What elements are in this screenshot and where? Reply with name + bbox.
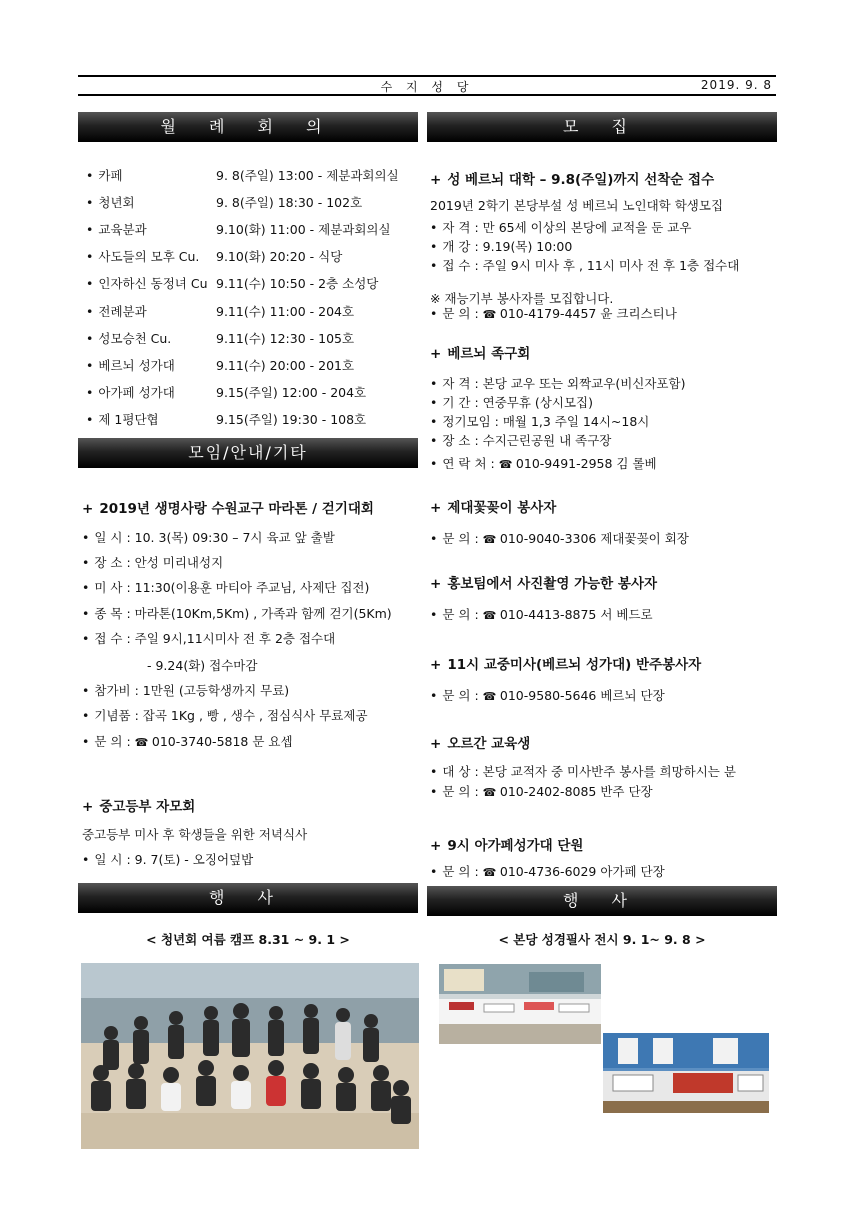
meeting-name: • 베르뇌 성가대 [86,356,175,374]
plus-icon: + [430,838,442,854]
contact-label: 문 의 : [442,531,479,546]
meeting-time: 9.15(주일) 19:30 - 108호 [216,411,367,427]
contact-number: 010-3740-5818 문 요셉 [151,734,293,749]
meeting-time: 9.10(화) 20:20 - 식당 [216,249,343,265]
plus-icon: + [430,657,442,673]
meeting-time: 9.10(화) 11:00 - 제분과회의실 [216,222,391,238]
events-right-title: 행 사 [427,886,777,916]
agape-choir-heading: + 9시 아가페성가대 단원 [430,838,584,854]
organ-student-heading: + 오르간 교육생 [430,736,531,752]
phone-icon: ☎ [482,786,500,799]
marathon-line: • 기념품 : 잡곡 1Kg , 빵 , 생수 , 점심식사 무료제공 [82,706,368,724]
plus-icon: + [82,501,94,517]
meeting-name: • 제 1평단협 [86,410,159,428]
contact-label: 문 의 : [442,784,479,799]
marathon-line: • 장 소 : 안성 미리내성지 [82,553,223,571]
contact-label: 문 의 : [442,607,479,622]
meeting-time: 9.11(수) 12:30 - 105호 [216,330,355,346]
parents-date: • 일 시 : 9. 7(토) - 오징어덮밥 [82,850,253,868]
college-line: • 자 격 : 만 65세 이상의 본당에 교적을 둔 교우 [430,218,691,236]
college-contact [430,304,677,322]
meeting-name: • 청년회 [86,193,135,211]
jokgu-line: • 정기모임 : 매월 1,3 주일 14시~18시 [430,412,649,430]
organ-contact [430,782,653,800]
contact-label: 연 락 처 : [442,456,495,471]
camp-group-photo [81,963,419,1149]
monthly-meetings-title: 월 례 회 의 [78,112,418,142]
phone-icon: ☎ [482,308,500,321]
contact-number: 010-4736-6029 아가페 단장 [499,864,665,879]
accompanist-heading: + 11시 교중미사(베르뇌 성가대) 반주봉사자 [430,657,702,673]
contact-number: 010-9491-2958 김 롤베 [515,456,657,471]
meeting-time: 9.15(주일) 12:00 - 204호 [216,384,367,400]
marathon-line: • 접 수 : 주일 9시,11시미사 전 후 2층 접수대 [82,629,335,647]
exhibit-photo-1 [439,964,601,1044]
parents-heading: + 중고등부 자모회 [82,799,196,815]
contact-number: 010-4179-4457 윤 크리스티나 [499,306,677,321]
meeting-time: 9. 8(주일) 13:00 - 제분과회의실 [216,168,399,183]
marathon-line: • 미 사 : 11:30(이용훈 마티아 주교님, 사제단 집전) [82,578,369,596]
meeting-name: • 성모승천 Cu. [86,329,171,347]
meeting-name: • 전례분과 [86,302,147,320]
meeting-time: 9.11(수) 10:50 - 2층 소성당 [216,276,379,292]
jokgu-line: • 장 소 : 수지근린공원 내 족구장 [430,431,611,449]
altar-flower-heading: + 제대꽃꽂이 봉사자 [430,500,557,516]
meeting-name: • 교육분과 [86,220,147,238]
jokgu-heading: + 베르뇌 족구회 [430,346,531,362]
plus-icon: + [430,172,442,188]
jokgu-line: • 기 간 : 연중무휴 (상시모집) [430,393,593,411]
meeting-name: • 카페 [86,166,123,184]
marathon-contact [82,732,293,750]
parish-name: 수 지 성 당 [380,80,474,94]
marathon-line: • 참가비 : 1만원 (고등학생까지 무료) [82,681,289,699]
college-note: ※ 재능기부 봉사자를 모집합니다. [430,291,614,306]
plus-icon: + [82,799,94,815]
plus-icon: + [430,576,442,592]
bulletin-date: 2019. 9. 8 [700,78,772,92]
meeting-name: • 아가페 성가대 [86,383,175,401]
phone-icon: ☎ [134,736,152,749]
contact-number: 010-4413-8875 서 베드로 [499,607,653,622]
plus-icon: + [430,346,442,362]
top-rule [78,75,776,77]
meeting-name: • 사도들의 모후 Cu. [86,247,199,265]
contact-label: 문 의 : [442,688,479,703]
meeting-time: 9. 8(주일) 18:30 - 102호 [216,195,363,211]
contact-number: 010-9580-5646 베르뇌 단장 [499,688,665,703]
marathon-line: • 일 시 : 10. 3(목) 09:30 – 7시 육교 앞 출발 [82,528,335,546]
phone-icon: ☎ [498,458,516,471]
marathon-deadline: - 9.24(화) 접수마감 [147,658,258,673]
header-rule [78,94,776,96]
gatherings-title: 모임/안내/기타 [78,438,418,468]
agape-contact [430,862,665,880]
exhibit-photo-2 [603,1033,769,1113]
plus-icon: + [430,736,442,752]
photo-volunteer-heading: + 홍보팀에서 사진촬영 가능한 봉사자 [430,576,658,592]
altar-flower-contact [430,529,689,547]
photo-volunteer-contact [430,605,653,623]
plus-icon: + [430,500,442,516]
college-line: • 개 강 : 9.19(목) 10:00 [430,237,572,255]
college-intro: 2019년 2학기 본당부설 성 베르뇌 노인대학 학생모집 [430,198,724,213]
phone-icon: ☎ [482,533,500,546]
contact-number: 010-2402-8085 반주 단장 [499,784,653,799]
meeting-name: • 인자하신 동정녀 Cu [86,274,208,292]
parents-desc: 중고등부 미사 후 학생들을 위한 저녁식사 [82,827,308,842]
phone-icon: ☎ [482,866,500,879]
contact-label: 문 의 : [442,864,479,879]
college-line: • 접 수 : 주일 9시 미사 후 , 11시 미사 전 후 1층 접수대 [430,256,739,274]
contact-label: 문 의 : [442,306,479,321]
phone-icon: ☎ [482,609,500,622]
meeting-time: 9.11(수) 20:00 - 201호 [216,357,355,373]
marathon-line: • 종 목 : 마라톤(10Km,5Km) , 가족과 함께 걷기(5Km) [82,604,392,622]
meeting-time: 9.11(수) 11:00 - 204호 [216,303,355,319]
jokgu-line: • 자 격 : 본당 교우 또는 외짝교우(비신자포함) [430,374,685,392]
jokgu-contact [430,454,657,472]
events-left-title: 행 사 [78,883,418,913]
accompanist-contact [430,686,665,704]
organ-target: • 대 상 : 본당 교적자 중 미사반주 봉사를 희망하시는 분 [430,762,736,780]
marathon-heading: + 2019년 생명사랑 수원교구 마라톤 / 걷기대회 [82,501,374,517]
camp-caption: < 청년회 여름 캠프 8.31 ~ 9. 1 > [146,932,350,947]
bernoeux-college-heading: + 성 베르뇌 대학 – 9.8(주일)까지 선착순 접수 [430,172,715,188]
contact-label: 문 의 : [94,734,131,749]
contact-number: 010-9040-3306 제대꽃꽂이 회장 [499,531,689,546]
phone-icon: ☎ [482,690,500,703]
recruit-title: 모 집 [427,112,777,142]
bible-exhibit-caption: < 본당 성경필사 전시 9. 1~ 9. 8 > [498,932,706,947]
